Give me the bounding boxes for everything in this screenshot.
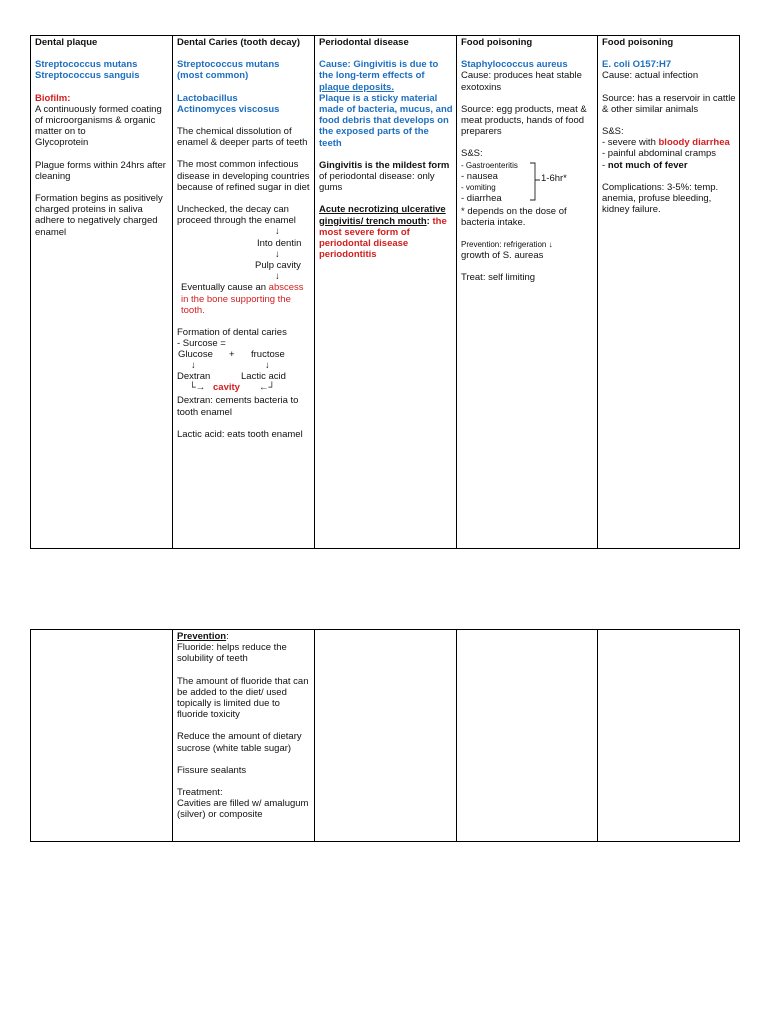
organism-note: (most common): [177, 70, 249, 82]
column-dental-caries: [172, 36, 314, 548]
dextran-label: Dextran: [177, 371, 211, 383]
plus-sign: +: [229, 349, 235, 361]
symptom: - not much of fever: [602, 159, 688, 171]
abscess-highlight: abscess in the bone supporting the tooth.: [181, 282, 304, 316]
column-caries-prevention: [172, 630, 314, 841]
treatment-label: Treatment:: [177, 787, 223, 799]
organism: Actinomyces viscosus: [177, 103, 280, 115]
ecoli-cause: Cause: actual infection: [602, 70, 699, 82]
staph-prevention-rest: growth of S. aureas: [461, 250, 544, 262]
column-empty: [314, 630, 456, 841]
symptom: - nausea: [461, 170, 498, 182]
onset-time: 1-6hr*: [541, 172, 567, 184]
down-arrow: ↓: [275, 248, 280, 260]
column-periodontal-disease: [314, 36, 456, 548]
gingivitis-text: Gingivitis is the mildest form of periodontal disease: only gums: [319, 159, 450, 194]
column-food-poisoning-ecoli: [597, 36, 741, 548]
down-arrow: ↓: [191, 360, 196, 372]
column-heading: Food poisoning: [461, 37, 533, 48]
symptom: - vomiting: [461, 182, 496, 192]
merge-arrow-right: ←┘: [259, 382, 276, 394]
fluoride-text: Fluoride: helps reduce the solubility of teeth: [177, 642, 287, 665]
column-empty: [456, 630, 597, 841]
notes-table-top: [30, 35, 740, 549]
notes-table-bottom: [30, 629, 740, 842]
sucrose-breakdown-diagram: [177, 349, 311, 395]
caries-definition: The chemical dissolution of enamel & deeper parts of teeth: [177, 126, 308, 149]
column-empty: [31, 630, 172, 841]
lactic-acid-label: Lactic acid: [241, 371, 286, 383]
sucrose-line: - Surcose =: [177, 338, 226, 350]
organism: Streptococcus mutans: [177, 59, 280, 71]
anug-text: Acute necrotizing ulcerative gingivitis/ trench mouth: the most severe form of periodontal disease periodontitis: [319, 204, 447, 261]
abscess-text: Eventually cause an abscess in the bone supporting the tooth.: [181, 282, 304, 316]
staph-cause: Cause: produces heat stable exotoxins: [461, 70, 582, 93]
merge-arrow-left: └→: [189, 382, 206, 394]
biofilm-label: Biofilm:: [35, 92, 71, 104]
plaque-definition: Plaque is a sticky material made of bacteria, mucus, and food debris that develops on the exposed parts of the teeth: [319, 92, 453, 149]
down-arrow: ↓: [275, 226, 280, 238]
fluoride-limit-text: The amount of fluoride that can be added to the diet/ used topically is limited due to fluoride toxicity: [177, 675, 309, 721]
column-food-poisoning-staph: [456, 36, 597, 548]
signs-symptoms-label: S&S:: [602, 126, 624, 138]
organism: Streptococcus sanguis: [35, 70, 140, 82]
glycoprotein-text: Glycoprotein: [35, 137, 89, 149]
periodontal-cause: Cause: Gingivitis is due to the long-term effects of plaque deposits.: [319, 59, 439, 93]
organism: E. coli O157:H7: [602, 59, 672, 71]
dose-note: * depends on the dose of bacteria intake.: [461, 205, 567, 228]
plaque-formation-time: Plague forms within 24hrs after cleaning: [35, 159, 166, 182]
column-heading: Periodontal disease: [319, 37, 409, 48]
dextran-description: Dextran: cements bacteria to tooth enamel: [177, 395, 299, 418]
treatment-text: Cavities are filled w/ amalugum (silver) or composite: [177, 798, 309, 821]
ecoli-source: Source: has a reservoir in cattle & other similar animals: [602, 92, 736, 115]
symptom: - painful abdominal cramps: [602, 148, 717, 160]
anug-term: Acute necrotizing ulcerative gingivitis/ trench mouth: [319, 204, 446, 227]
column-heading: Food poisoning: [602, 37, 674, 48]
lactic-acid-description: Lactic acid: eats tooth enamel: [177, 428, 303, 440]
organism: Lactobacillus: [177, 92, 238, 104]
decay-dentin: Into dentin: [257, 237, 302, 249]
fissure-sealants-text: Fissure sealants: [177, 764, 247, 776]
column-empty: [597, 630, 741, 841]
down-arrow: ↓: [275, 271, 280, 283]
periodontitis-term: periodontitis: [319, 249, 377, 261]
biofilm-description: A continuously formed coating of microorganisms & organic matter on to: [35, 103, 162, 138]
cavity-label: cavity: [213, 382, 240, 394]
glucose-label: Glucose: [178, 349, 213, 361]
decay-pulp: Pulp cavity: [255, 260, 301, 272]
symptom: - diarrhea: [461, 192, 502, 204]
column-heading: Dental plaque: [35, 37, 98, 48]
organism: Staphylococcus aureus: [461, 59, 568, 71]
column-dental-plaque: [31, 36, 172, 548]
column-heading: Dental Caries (tooth decay): [177, 37, 300, 48]
plaque-formation-mechanism: Formation begins as positively charged proteins in saliva adhere to negatively charged enamel: [35, 193, 163, 238]
staph-symptoms: [461, 160, 594, 206]
caries-formation-title: Formation of dental caries: [177, 327, 287, 339]
caries-prevalence: The most common infectious disease in developing countries because of refined sugar in diet: [177, 159, 310, 193]
bloody-diarrhea: bloody diarrhea: [658, 137, 730, 149]
staph-source: Source: egg products, meat & meat products, hands of food preparers: [461, 103, 587, 138]
reduce-sucrose-text: Reduce the amount of dietary sucrose (white table sugar): [177, 731, 302, 754]
prevention-heading: Prevention:: [177, 631, 229, 642]
ecoli-complications: Complications: 3-5%: temp. anemia, profuse bleeding, kidney failure.: [602, 181, 719, 216]
decay-progression: Unchecked, the decay can proceed through the enamel: [177, 204, 296, 227]
plaque-deposits: plaque deposits.: [319, 81, 394, 93]
fructose-label: fructose: [251, 349, 285, 361]
most-severe-form: the most severe form of periodontal disease: [319, 215, 447, 250]
staph-treatment: Treat: self limiting: [461, 272, 536, 284]
symptom: - severe with bloody diarrhea: [602, 137, 730, 149]
signs-symptoms-label: S&S:: [461, 148, 483, 160]
staph-prevention: Prevention: refrigeration ↓: [461, 240, 553, 250]
organism: Streptococcus mutans: [35, 59, 138, 71]
down-arrow: ↓: [265, 360, 270, 372]
symptom: - Gastroenteritis: [461, 160, 518, 170]
